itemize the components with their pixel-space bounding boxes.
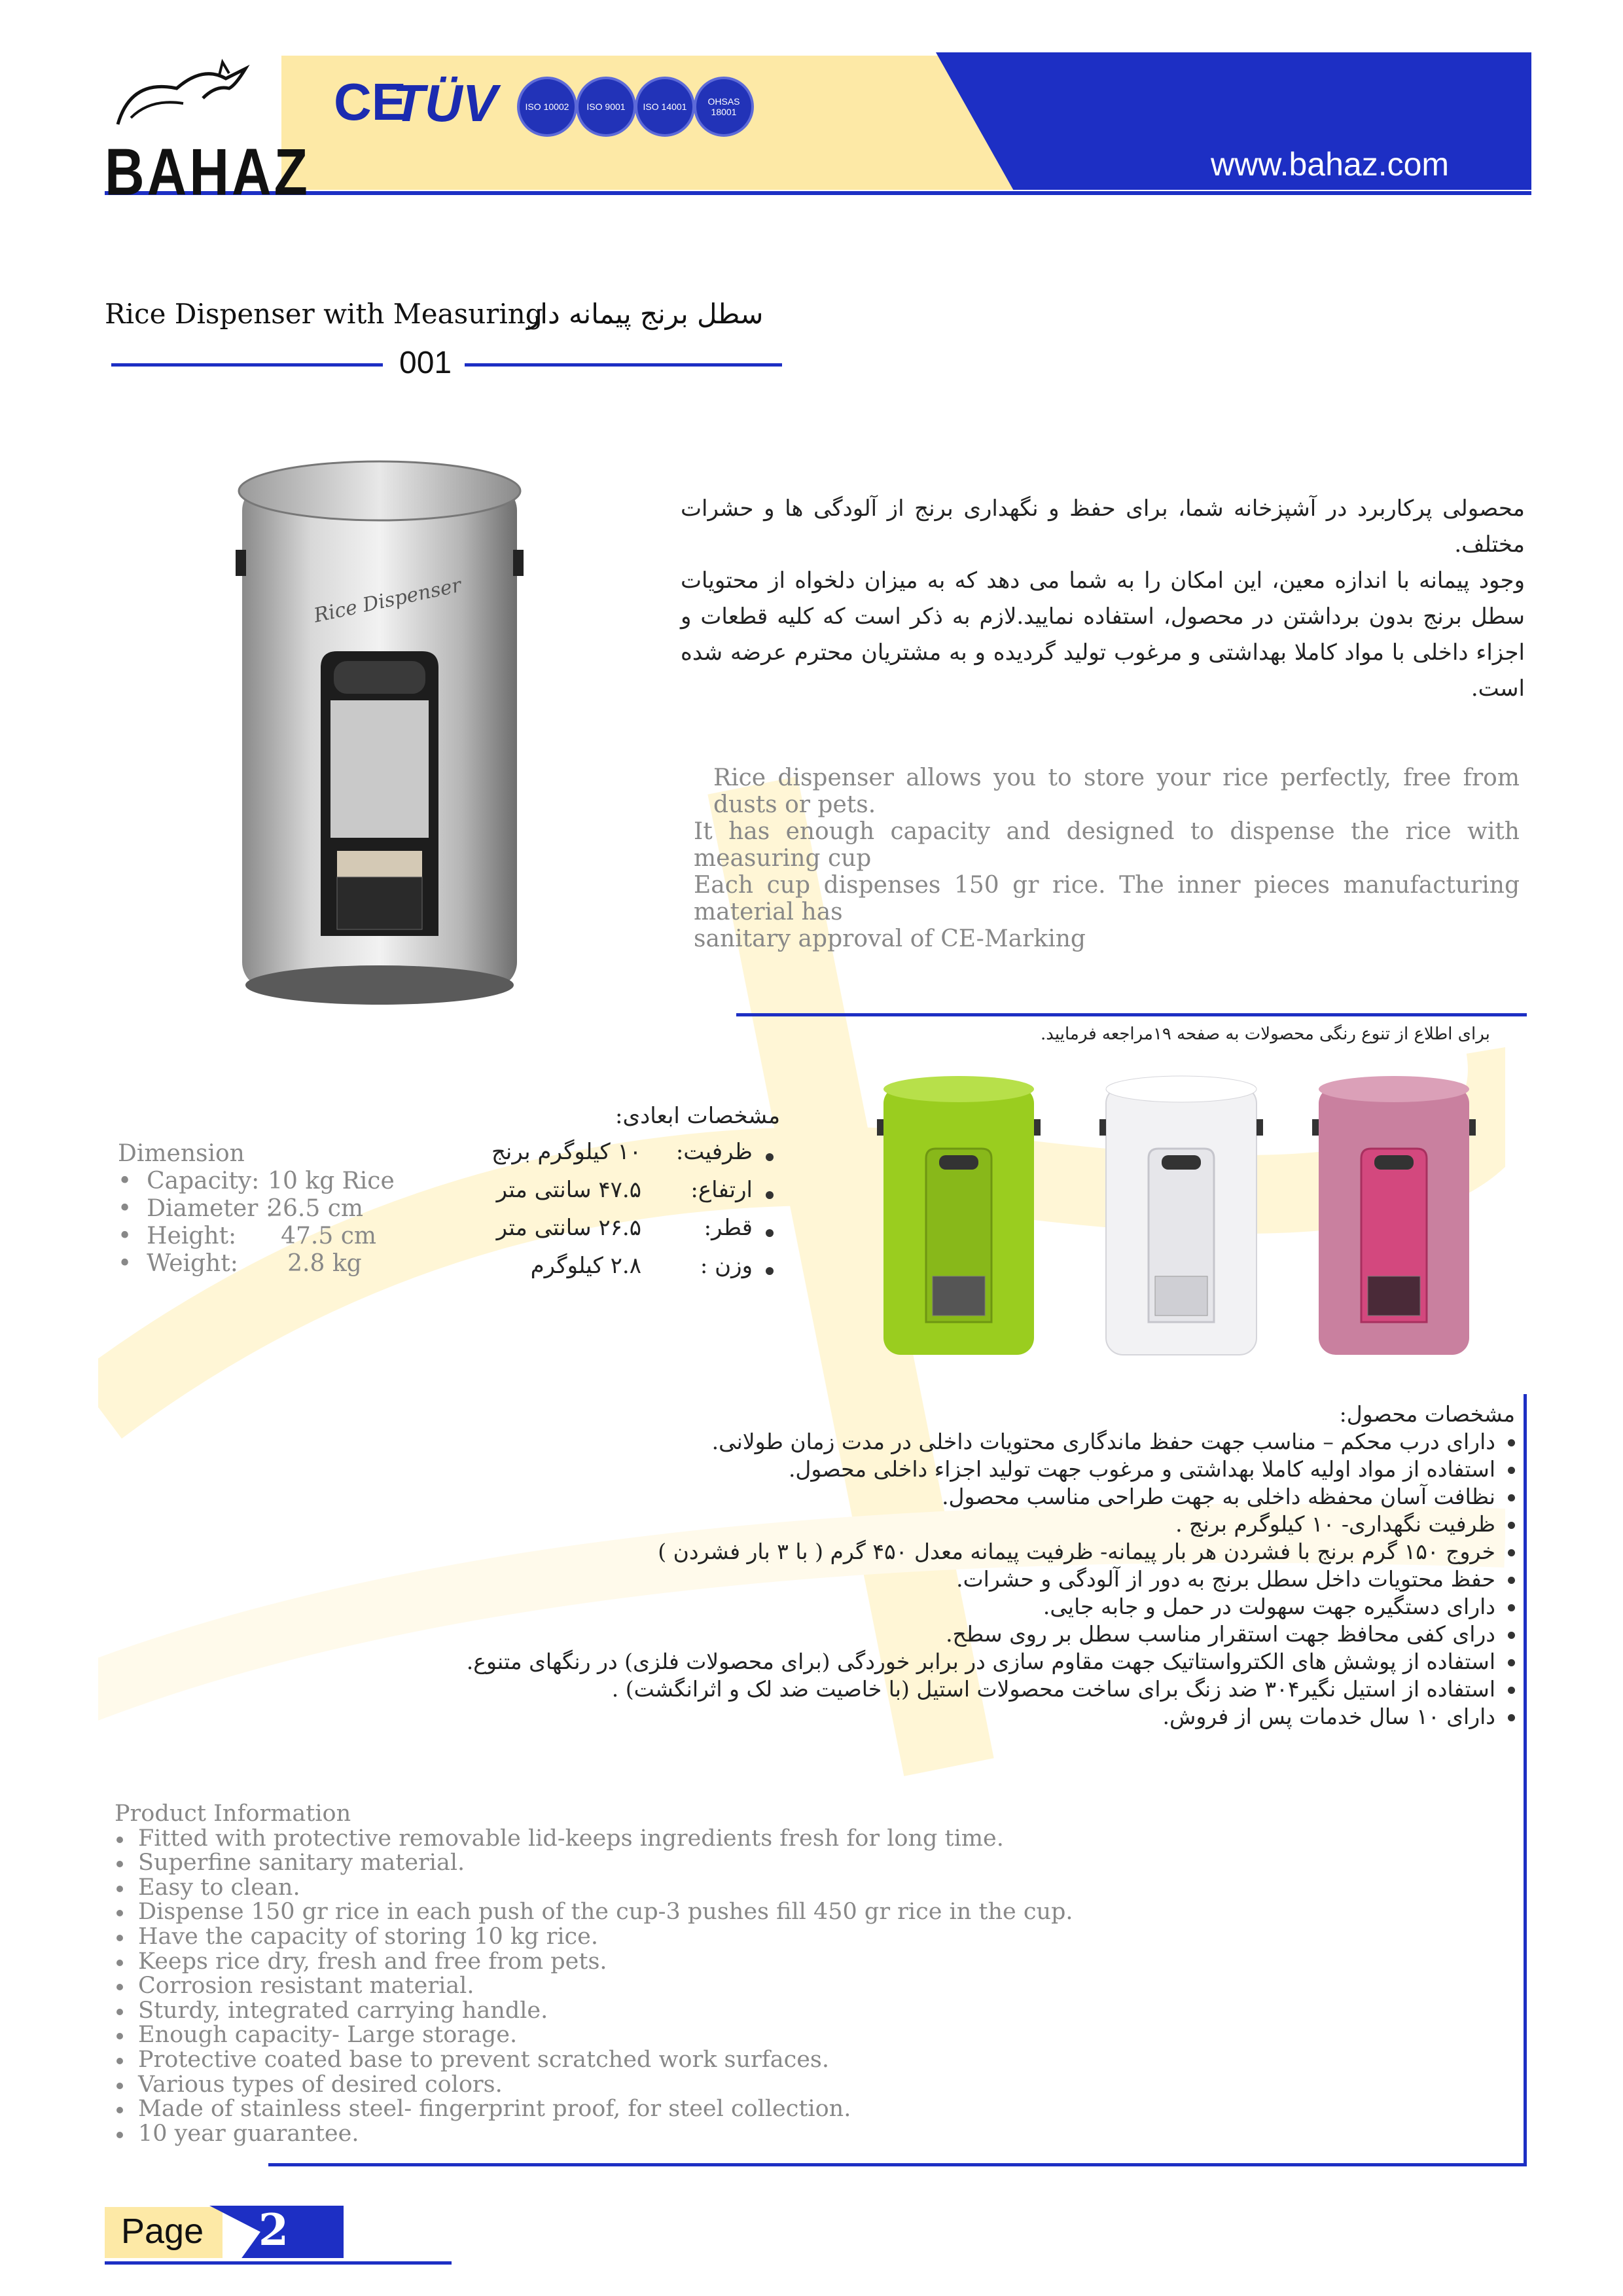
bullet-icon bbox=[766, 1267, 774, 1275]
feature-text: دارای ۱۰ سال خدمات پس از فروش. bbox=[1162, 1704, 1495, 1729]
dimension-value: 10 kg Rice bbox=[268, 1168, 395, 1194]
feature-item bbox=[393, 1703, 1515, 1731]
bullet-icon bbox=[1508, 1632, 1515, 1639]
bullet-icon bbox=[116, 1861, 123, 1867]
bullet-icon bbox=[1508, 1494, 1515, 1501]
feature-text: حفظ محتویات داخل سطل برنج به دور از آلودگی و حشرات. bbox=[956, 1566, 1495, 1592]
ohsas-18001-badge: OHSAS 18001 bbox=[694, 77, 754, 137]
bullet-icon bbox=[116, 1837, 123, 1843]
description-line: It has enough capacity and designed to dispense the rice with measuring cup bbox=[694, 818, 1520, 872]
dimension-value: ۲.۸ کیلوگرم bbox=[530, 1253, 641, 1279]
info-text: Keeps rice dry, fresh and free from pets. bbox=[138, 1948, 607, 1975]
feature-item bbox=[393, 1648, 1515, 1676]
dimension-value: 47.5 cm bbox=[281, 1223, 377, 1249]
info-item bbox=[115, 1925, 1073, 1950]
model-number: 001 bbox=[399, 346, 452, 380]
bullet-icon bbox=[116, 1935, 123, 1941]
dimension-row bbox=[118, 1168, 395, 1195]
feature-text: استفاده از مواد اولیه کاملا بهداشتی و مرغوب جهت تولید اجزاء داخلی محصول. bbox=[788, 1456, 1495, 1482]
dimension-label: وزن : bbox=[700, 1253, 753, 1279]
dimension-row bbox=[118, 1250, 362, 1278]
bullet-icon bbox=[116, 1910, 123, 1916]
info-item bbox=[115, 1876, 1073, 1901]
info-item bbox=[115, 1950, 1073, 1975]
svg-text:Rice Dispenser: Rice Dispenser bbox=[312, 573, 463, 628]
feature-item bbox=[393, 1593, 1515, 1621]
dimension-label: Capacity: bbox=[147, 1168, 260, 1194]
dimensions-fa bbox=[471, 1139, 779, 1296]
bullet-icon bbox=[116, 1886, 123, 1892]
dimensions-en bbox=[118, 1140, 412, 1284]
product-image-white bbox=[1099, 1073, 1263, 1361]
colors-note: برای اطلاع از تنوع رنگی محصولات به صفحه ۱۹مراجعه فرمایید. bbox=[1041, 1024, 1490, 1044]
bullet-icon bbox=[1508, 1604, 1515, 1611]
feature-text: دارای دستگیره جهت سهولت در حمل و جابه جایی. bbox=[1043, 1594, 1495, 1619]
bullet-icon bbox=[116, 2107, 123, 2113]
info-item bbox=[115, 2023, 1073, 2048]
feature-text: دارای درب محکم – مناسب جهت حفظ ماندگاری محتویات داخلی در مدت زمان طولانی. bbox=[711, 1429, 1495, 1454]
page-number: 2 bbox=[259, 2204, 289, 2255]
info-text: Protective coated base to prevent scratched work surfaces. bbox=[138, 2046, 830, 2073]
bullet-icon: • bbox=[118, 1223, 147, 1249]
feature-item bbox=[393, 1483, 1515, 1511]
dimensions-fa-heading: مشخصات ابعادی: bbox=[615, 1103, 781, 1129]
dimension-label: قطر: bbox=[704, 1215, 753, 1241]
tuv-certification-mark: TÜV bbox=[393, 74, 497, 132]
product-image-pink bbox=[1312, 1073, 1476, 1361]
feature-text: استفاده از استیل نگیر۳۰۴ ضد زنگ برای ساخت محصولات استیل (با خاصیت ضد لک و اثرانگشت) . bbox=[611, 1676, 1495, 1702]
dimension-value: ۱۰ کیلوگرم برنج bbox=[491, 1139, 641, 1165]
section-rule bbox=[1524, 1394, 1527, 2166]
info-item bbox=[115, 1999, 1073, 2024]
iso-14001-badge: ISO 14001 bbox=[635, 77, 695, 137]
dimension-value: 2.8 kg bbox=[287, 1250, 362, 1277]
info-text: 10 year guarantee. bbox=[138, 2120, 359, 2147]
title-rule bbox=[111, 363, 383, 367]
info-text: Dispense 150 gr rice in each push of the cup-3 pushes fill 450 gr rice in the cup. bbox=[138, 1899, 1073, 1926]
bullet-icon: • bbox=[118, 1195, 147, 1222]
bullet-icon bbox=[116, 2009, 123, 2015]
bullet-icon bbox=[1508, 1522, 1515, 1529]
bullet-icon bbox=[116, 2083, 123, 2089]
dimension-row bbox=[118, 1195, 363, 1223]
bullet-icon bbox=[766, 1191, 774, 1199]
bullet-icon bbox=[1508, 1659, 1515, 1666]
info-item bbox=[115, 2073, 1073, 2098]
feature-text: خروج ۱۵۰ گرم برنج با فشردن هر بار پیمانه- ظرفیت پیمانه معدل ۴۵۰ گرم ( با ۳ بار فشردن ) bbox=[658, 1539, 1495, 1564]
dimension-label: Height: bbox=[147, 1223, 237, 1249]
bullet-icon bbox=[766, 1229, 774, 1237]
dimension-label: Diameter : bbox=[147, 1195, 274, 1222]
bullet-icon bbox=[766, 1153, 774, 1161]
bullet-icon bbox=[116, 1960, 123, 1966]
info-item bbox=[115, 1827, 1073, 1852]
ce-certification-mark: CE bbox=[334, 73, 407, 131]
bullet-icon bbox=[1508, 1549, 1515, 1556]
description-line: Rice dispenser allows you to store your rice perfectly, free from dusts or pets. bbox=[713, 764, 1520, 818]
feature-text: درای کفی محافظ جهت استقرار مناسب سطل بر روی سطح. bbox=[946, 1621, 1495, 1647]
info-text: Easy to clean. bbox=[138, 1874, 300, 1901]
product-info-heading: Product Information bbox=[115, 1801, 351, 1827]
info-item bbox=[115, 2122, 1073, 2147]
header-rule bbox=[105, 191, 1531, 195]
info-item bbox=[115, 1900, 1073, 1925]
info-text: Fitted with protective removable lid-keeps ingredients fresh for long time. bbox=[138, 1825, 1004, 1852]
iso-9001-badge: ISO 9001 bbox=[576, 77, 636, 137]
bullet-icon bbox=[1508, 1467, 1515, 1474]
product-image-green bbox=[877, 1073, 1041, 1361]
description-fa bbox=[681, 491, 1525, 707]
section-rule bbox=[736, 1013, 1527, 1016]
product-info-en bbox=[115, 1802, 1073, 2146]
feature-item bbox=[393, 1621, 1515, 1648]
dimension-label: ظرفیت: bbox=[675, 1139, 753, 1165]
horse-logo-icon bbox=[105, 52, 262, 137]
brand-name: BAHAZ bbox=[105, 135, 310, 209]
dimension-value: 26.5 cm bbox=[268, 1195, 364, 1222]
dimension-value: ۴۷.۵ سانتی متر bbox=[496, 1177, 641, 1203]
feature-item bbox=[393, 1676, 1515, 1703]
description-en bbox=[694, 764, 1520, 952]
footer-rule bbox=[105, 2261, 452, 2265]
description-line: sanitary approval of CE-Marking bbox=[694, 925, 1086, 952]
iso-10002-badge: ISO 10002 bbox=[517, 77, 577, 137]
feature-item bbox=[393, 1428, 1515, 1456]
features-fa bbox=[393, 1401, 1515, 1731]
info-item bbox=[115, 1974, 1073, 1999]
dimensions-heading: Dimension bbox=[118, 1140, 245, 1167]
feature-item bbox=[393, 1566, 1515, 1593]
feature-text: نظافت آسان محفظه داخلی به جهت طراحی مناسب محصول. bbox=[942, 1484, 1495, 1509]
description-line: Each cup dispenses 150 gr rice. The inner pieces manufacturing material has bbox=[694, 872, 1520, 925]
feature-item bbox=[393, 1538, 1515, 1566]
info-text: Have the capacity of storing 10 kg rice. bbox=[138, 1923, 598, 1950]
info-item bbox=[115, 1851, 1073, 1876]
dimension-value: ۲۶.۵ سانتی متر bbox=[496, 1215, 641, 1241]
bullet-icon bbox=[116, 2058, 123, 2064]
product-title-fa: سطل برنج پیمانه دار bbox=[527, 298, 764, 330]
dimension-label: ارتفاع: bbox=[690, 1177, 753, 1203]
dimension-label: Weight: bbox=[147, 1250, 238, 1277]
info-text: Various types of desired colors. bbox=[138, 2071, 503, 2098]
description-paragraph: محصولی پرکاربرد در آشپزخانه شما، برای حفظ و نگهداری برنج از آلودگی ها و حشرات مختلف. bbox=[681, 495, 1525, 558]
bullet-icon bbox=[116, 2132, 123, 2138]
dimension-row bbox=[118, 1223, 376, 1250]
product-image-steel bbox=[223, 458, 537, 1021]
bullet-icon bbox=[1508, 1439, 1515, 1446]
info-text: Corrosion resistant material. bbox=[138, 1973, 474, 2000]
title-rule bbox=[465, 363, 782, 367]
website-link[interactable]: www.bahaz.com bbox=[1211, 146, 1450, 183]
feature-item bbox=[393, 1511, 1515, 1538]
info-item bbox=[115, 2097, 1073, 2122]
info-text: Made of stainless steel- fingerprint proof, for steel collection. bbox=[138, 2096, 851, 2123]
bullet-icon bbox=[1508, 1687, 1515, 1694]
feature-text: ظرفیت نگهداری- ۱۰ کیلوگرم برنج . bbox=[1175, 1511, 1495, 1537]
feature-text: استفاده از پوشش های الکترواستاتیک جهت مقاوم سازی در برابر خوردگی (برای محصولات فلزی) در رنگهای متنوع. bbox=[466, 1649, 1495, 1674]
bullet-icon: • bbox=[118, 1250, 147, 1277]
features-heading: مشخصات محصول: bbox=[1339, 1401, 1515, 1427]
info-item bbox=[115, 2048, 1073, 2073]
info-text: Enough capacity- Large storage. bbox=[138, 2022, 518, 2049]
bullet-icon: • bbox=[118, 1168, 147, 1194]
feature-item bbox=[393, 1456, 1515, 1483]
section-rule bbox=[268, 2163, 1527, 2166]
page-label: Page bbox=[121, 2212, 204, 2251]
bullet-icon bbox=[116, 1984, 123, 1990]
info-text: Superfine sanitary material. bbox=[138, 1850, 465, 1876]
bullet-icon bbox=[116, 2033, 123, 2039]
bullet-icon bbox=[1508, 1577, 1515, 1584]
product-title-en: Rice Dispenser with Measuring bbox=[105, 298, 543, 330]
description-paragraph: وجود پیمانه با اندازه معین، این امکان را به شما می دهد که به میزان دلخواه از محتویات سطل برنج بدون برداشتن در محصول، استفاده نمایید.لازم به ذکر است که کلیه قطعات و اجزاء داخلی با مواد کاملا بهداشتی و مرغوب تولید گردیده و به مشتریان محترم عرضه شده است. bbox=[681, 567, 1525, 702]
info-text: Sturdy, integrated carrying handle. bbox=[138, 1997, 548, 2024]
bullet-icon bbox=[1508, 1714, 1515, 1721]
